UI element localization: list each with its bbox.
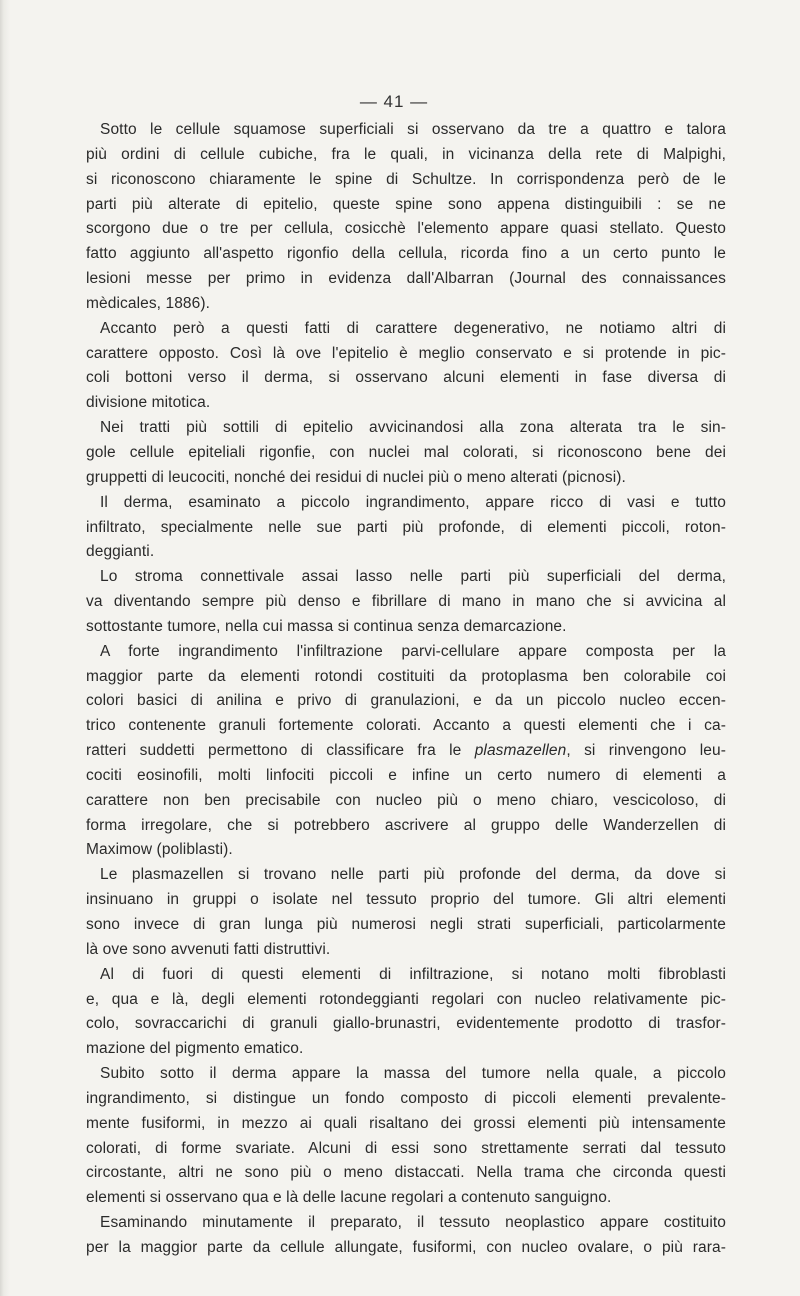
text-line-content: Il derma, esaminato a piccolo ingrandimento, appare ricco di vasi e tutto xyxy=(100,493,726,511)
text-line-content: gruppetti di leucociti, nonché dei residui di nuclei più o meno alterati (picnosi). xyxy=(86,468,626,486)
text-line xyxy=(86,938,726,963)
text-line xyxy=(86,988,726,1013)
text-line xyxy=(86,615,726,640)
text-line-content: si riconoscono chiaramente le spine di Schultze. In corrispondenza però de le xyxy=(86,170,726,188)
text-line xyxy=(86,540,726,565)
text-line xyxy=(86,391,726,416)
text-line-content: trico contenente granuli fortemente colorati. Accanto a questi elementi che i ca- xyxy=(86,717,726,735)
text-line xyxy=(86,1087,726,1112)
text-line-content: coli bottoni verso il derma, si osservano alcuni elementi in fase diversa di xyxy=(86,369,726,387)
text-line-content: ingrandimento, si distingue un fondo composto di piccoli elementi prevalente- xyxy=(86,1089,726,1107)
text-line xyxy=(86,193,726,218)
text-line-content: cociti eosinofili, molti linfociti piccoli e infine un certo numero di elementi a xyxy=(86,766,726,784)
text-line-content: colorati, di forme svariate. Alcuni di essi sono strettamente serrati dal tessuto xyxy=(86,1139,726,1157)
text-line xyxy=(86,714,726,739)
text-line xyxy=(86,143,726,168)
text-line xyxy=(86,516,726,541)
text-line xyxy=(86,1236,726,1261)
text-line xyxy=(86,416,726,441)
text-line-content: Lo stroma connettivale assai lasso nelle parti più superficiali del derma, xyxy=(100,568,726,586)
text-line-content: Al di fuori di questi elementi di infiltrazione, si notano molti fibroblasti xyxy=(100,965,726,983)
text-line-content: Sotto le cellule squamose superficiali si osservano da tre a quattro e talora xyxy=(100,121,726,138)
text-line-content: colo, sovraccarichi di granuli giallo-brunastri, evidentemente prodotto di trasfor- xyxy=(86,1015,726,1033)
text-line xyxy=(86,168,726,193)
text-line xyxy=(86,739,726,764)
text-line-content: carattere opposto. Così là ove l'epitelio è meglio conservato e si protende in pic- xyxy=(86,344,726,362)
text-line xyxy=(86,665,726,690)
page-number: — 41 — xyxy=(359,92,429,111)
text-line xyxy=(86,441,726,466)
text-line xyxy=(86,565,726,590)
text-line-content: là ove sono avvenuti fatti distruttivi. xyxy=(86,940,331,958)
text-line xyxy=(86,814,726,839)
text-line-content: colori basici di anilina e privo di granulazioni, e da un piccolo nucleo eccen- xyxy=(86,692,726,710)
text-line xyxy=(86,640,726,665)
text-line-content: carattere non ben precisabile con nucleo più o meno chiaro, vescicoloso, di xyxy=(86,791,726,809)
text-line xyxy=(86,1137,726,1162)
text-line-content: scorgono due o tre per cellula, cosicchè l'elemento appare quasi stellato. Questo xyxy=(86,220,726,238)
text-line-content: Le plasmazellen si trovano nelle parti più profonde del derma, da dove si xyxy=(100,866,726,884)
text-line-content: Subito sotto il derma appare la massa del tumore nella quale, a piccolo xyxy=(100,1065,726,1083)
text-line-content: divisione mitotica. xyxy=(86,394,211,412)
text-line xyxy=(86,292,726,317)
text-line-content: Accanto però a questi fatti di carattere degenerativo, ne notiamo altri di xyxy=(100,319,726,337)
text-line-content: Maximow (poliblasti). xyxy=(86,841,233,859)
text-line-content: parti più alterate di epitelio, queste spine sono appena distinguibili : se ne xyxy=(86,195,726,213)
text-line-content: deggianti. xyxy=(86,543,155,561)
text-line-content: gole cellule epiteliali rigonfie, con nuclei mal colorati, si riconoscono bene dei xyxy=(86,443,726,461)
text-line xyxy=(86,1012,726,1037)
text-line xyxy=(86,366,726,391)
text-line xyxy=(86,689,726,714)
text-line xyxy=(86,1037,726,1062)
text-line-content: infiltrato, specialmente nelle sue parti più profonde, di elementi piccoli, roton- xyxy=(86,518,726,536)
body-text xyxy=(86,118,726,1261)
text-line-content: Esaminando minutamente il preparato, il tessuto neoplastico appare costituito xyxy=(100,1214,726,1232)
text-line xyxy=(86,764,726,789)
text-line xyxy=(86,590,726,615)
text-line-content: sono invece di gran lunga più numerosi negli strati superficiali, particolarmente xyxy=(86,916,726,933)
text-line-content: insinuano in gruppi o isolate nel tessuto proprio del tumore. Gli altri elementi xyxy=(86,891,726,909)
text-line xyxy=(86,1161,726,1186)
text-line-content: maggior parte da elementi rotondi costituiti da protoplasma ben colorabile coi xyxy=(86,667,726,685)
text-line-content: Nei tratti più sottili di epitelio avvicinandosi alla zona alterata tra le sin- xyxy=(100,419,726,437)
text-line xyxy=(86,888,726,913)
text-line-content: mente fusiformi, in mezzo ai quali risaltano dei grossi elementi più intensamente xyxy=(86,1114,726,1132)
text-line-tail: , si rinvengono leu- xyxy=(566,742,726,760)
text-line-content: sottostante tumore, nella cui massa si continua senza demarcazione. xyxy=(86,617,567,635)
text-line-content: forma irregolare, che si potrebbero ascrivere al gruppo delle Wanderzellen di xyxy=(86,816,726,834)
text-line-content: elementi si osservano qua e là delle lacune regolari a contenuto sanguigno. xyxy=(86,1189,612,1207)
text-line-content: fatto aggiunto all'aspetto rigonfio della cellula, ricorda fino a un certo punto le xyxy=(86,245,726,263)
text-line xyxy=(86,1186,726,1211)
text-line xyxy=(86,963,726,988)
text-line xyxy=(86,913,726,938)
text-line xyxy=(86,217,726,242)
text-line-content: lesioni messe per primo in evidenza dall'Albarran (Journal des connaissances xyxy=(86,270,726,288)
text-line-content: per la maggior parte da cellule allungate, fusiformi, con nucleo ovalare, o più rara- xyxy=(86,1238,726,1256)
text-line xyxy=(86,342,726,367)
text-line xyxy=(86,491,726,516)
text-line xyxy=(86,1112,726,1137)
text-line-content: A forte ingrandimento l'infiltrazione parvi-cellulare appare composta per la xyxy=(100,642,726,660)
italic-term: plasmazellen xyxy=(474,742,567,760)
text-line-content: circostante, altri ne sono più o meno distaccati. Nella trama che circonda questi xyxy=(86,1164,726,1182)
text-line xyxy=(86,1211,726,1236)
text-line xyxy=(86,242,726,267)
text-line xyxy=(86,466,726,491)
text-line xyxy=(86,267,726,292)
text-line xyxy=(86,838,726,863)
text-line-content: e, qua e là, degli elementi rotondeggianti regolari con nucleo relativamente pic- xyxy=(86,990,726,1008)
page-left-edge xyxy=(0,0,10,1296)
text-line-content: più ordini di cellule cubiche, fra le quali, in vicinanza della rete di Malpighi, xyxy=(86,145,726,163)
text-line xyxy=(86,863,726,888)
text-line xyxy=(86,317,726,342)
text-line-content: va diventando sempre più denso e fibrillare di mano in mano che si avvicina al xyxy=(86,593,726,611)
text-line-content: mazione del pigmento ematico. xyxy=(86,1040,304,1058)
text-line xyxy=(86,789,726,814)
text-line-content: mèdicales, 1886). xyxy=(86,294,211,312)
text-line xyxy=(86,118,726,143)
text-line-content: ratteri suddetti permettono di classificare fra le xyxy=(86,742,462,760)
text-line xyxy=(86,1062,726,1087)
